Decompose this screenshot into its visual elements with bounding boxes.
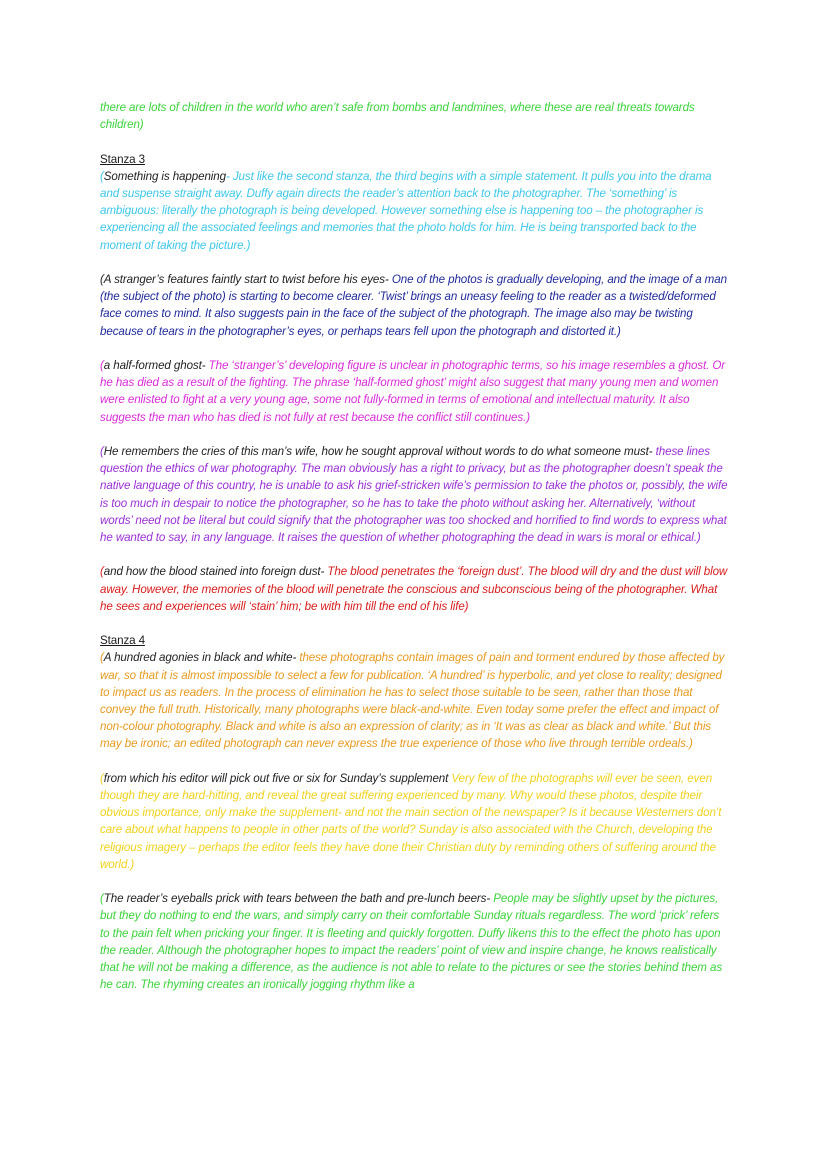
analysis-text: One of the photos is gradually developing, and the image of a man (the subject of the photo) is starting to become clearer. ‘Twist’ brings an uneasy feeling to the reader as a twisted/deformed face comes to mind. It also suggests pain in the face of the subject of the photograph. The image also may be twisting because of tears in the photographer’s eyes, or perhaps tears fell upon the photograph and distorted it.) [100, 273, 727, 338]
stanza-3-paragraph-1 [100, 168, 728, 254]
open-bracket: ( [100, 771, 104, 785]
open-bracket: ( [100, 445, 104, 458]
stanza-3-paragraph-2 [100, 271, 728, 340]
stanza-3-paragraph-3 [100, 357, 728, 426]
stanza-4-paragraph-1 [100, 649, 728, 752]
open-bracket: ( [100, 359, 104, 372]
poem-quote: The reader’s eyeballs prick with tears between the bath and pre-lunch beers- [103, 892, 491, 906]
analysis-text: The blood penetrates the ‘foreign dust’. The blood will dry and the dust will blow away. However, the memories of the blood will penetrate the conscious and subconscious being of the photographer. What he sees and experiences will ‘stain’ him; be with him till the end of his life) [100, 565, 728, 613]
stanza-3-heading: Stanza 3 [100, 152, 145, 166]
analysis-text: - Just like the second stanza, the third begins with a simple statement. It pulls you into the drama and suspense straight away. Duffy again directs the reader’s attention back to the photographer. The ‘something’ is ambiguous: literally the photograph is being developed. However something else is happening too – the photographer is experiencing all the associated feelings and memories that the photo holds for him. He is being transported back to the moment of taking the picture.) [100, 169, 712, 252]
analysis-text: these lines question the ethics of war photography. The man obviously has a right to privacy, but as the photographer doesn’t speak the native language of this country, he is unable to ask his grief-stricken wife’s permission to take the photos or, possibly, the wife is too much in despair to notice the photographer, so he has to take the photo without asking her. Alternatively, ‘without words’ need not be literal but could signify that the photographer was too shocked and horrified to find words to express what he wanted to say, in any language. It raises the question of whether photographing the dead in wars is moral or ethical.) [100, 445, 728, 545]
stanza-4-heading: Stanza 4 [100, 634, 145, 648]
poem-quote: (A stranger’s features faintly start to twist before his eyes- [100, 273, 389, 286]
analysis-text: People may be slightly upset by the pictures, but they do nothing to end the wars, and simply carry on their comfortable Sunday rituals regardless. The word ‘prick’ refers to the pain felt when pricking your finger. It is fleeting and quickly forgotten. Duffy likens this to the effect the photo has upon the reader. Although the photographer hopes to impact the readers’ point of view and inspire change, he knows realistically that he will not be making a difference, as the audience is not able to relate to the pictures or see the stories behind them as he can. The rhyming creates an ironically jogging rhythm like a [100, 892, 723, 992]
poem-quote: A hundred agonies in black and white- [103, 651, 297, 665]
open-bracket: ( [100, 651, 104, 665]
stanza-4-paragraph-2 [100, 770, 728, 873]
open-bracket: ( [100, 169, 104, 183]
stanza-4-paragraph-3 [100, 890, 728, 993]
poem-quote: from which his editor will pick out five or six for Sunday’s supplement [103, 771, 449, 785]
poem-quote: a half-formed ghost- [103, 359, 206, 372]
poem-quote: Something is happening [103, 169, 226, 183]
poem-quote: and how the blood stained into foreign dust- [103, 565, 325, 579]
open-bracket: ( [100, 892, 104, 906]
stanza-3-paragraph-5 [100, 563, 728, 615]
poem-quote: He remembers the cries of this man’s wife, how he sought approval without words to do what someone must- [103, 445, 653, 458]
analysis-text: The ‘stranger’s’ developing figure is unclear in photographic terms, so his image resembles a ghost. Or he has died as a result of the fighting. The phrase ‘half-formed ghost’ might also suggest that many young men and women were enlisted to fight at a very young age, some not fully-formed in terms of emotional and intellectual maturity. It also suggests the man who has died is not fully at rest because the conflict still continues.) [100, 359, 726, 424]
stanza-3-paragraph-4 [100, 443, 728, 546]
analysis-text: these photographs contain images of pain and torment endured by those affected by war, so that it is almost impossible to select a few for publication. ‘A hundred’ is hyperbolic, and yet close to reality; designed to impact us as readers. In the process of elimination he has to select those suitable to be seen, rather than those that convey the full truth. Historically, many photographs were black-and-white. Even today some prefer the effect and impact of non-colour photography. Black and white is also an expression of clarity; as in ‘It was as clear as black and white.’ But this may be ironic; an edited photograph can never express the true experience of those who live through terrible ordeals.) [100, 651, 725, 751]
open-bracket: ( [100, 565, 104, 579]
intro-paragraph [100, 99, 728, 133]
document-body [100, 99, 728, 1011]
analysis-text: Very few of the photographs will ever be seen, even though they are hard-hitting, and reveal the great suffering experienced by many. Why would these photos, despite their obvious importance, only make the supplement- and not the main section of the newspaper? Is it because Westerners don’t care about what happens to people in other parts of the world? Sunday is also associated with the Church, developing the religious imagery – perhaps the editor feels they have done their Christian duty by reminding others of suffering around the world.) [100, 771, 722, 871]
intro-text: there are lots of children in the world who aren’t safe from bombs and landmines, where these are real threats towards children) [100, 101, 695, 132]
